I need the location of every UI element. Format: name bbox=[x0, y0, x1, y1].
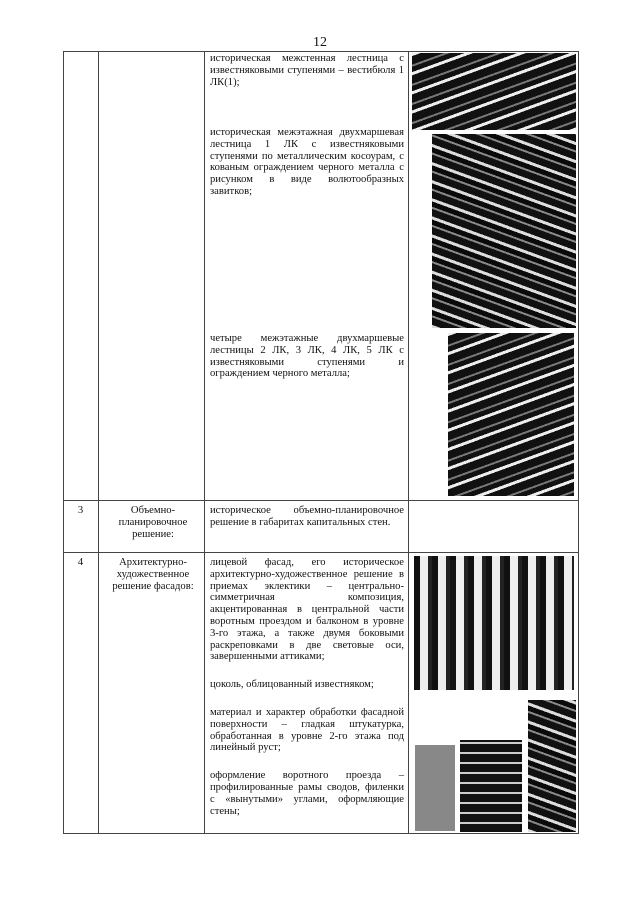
photo-gate-panels bbox=[460, 740, 522, 832]
cell-text: материал и характер обработки фасадной поверхности – гладкая штукатурка, обработанная в уровне 2-го этажа под линейный руст; bbox=[210, 706, 404, 754]
photo-gate-vault bbox=[528, 700, 576, 832]
photo-main-staircase bbox=[432, 134, 576, 328]
cell-text: лицевой фасад, его историческое архитектурно-художественное решение в приемах эклектики – центрально-симметричная композиция, акцентированная в центральной части воротным проездом и балконом в уровне 3-го этажа, а также двумя боковыми раскреповками в две световые оси, завершенными аттиками; bbox=[210, 557, 404, 663]
cell-text: историческое объемно-планировочное решение в габаритах капитальных стен. bbox=[210, 505, 404, 528]
cell-text: четыре межэтажные двухмаршевые лестницы 2 ЛК, 3 ЛК, 4 ЛК, 5 ЛК с известняковыми ступенями и ограждением черного металла; bbox=[210, 333, 404, 380]
col-divider bbox=[408, 51, 409, 834]
photo-secondary-staircase bbox=[448, 333, 574, 496]
photo-vestibule-staircase bbox=[412, 53, 576, 130]
row-divider bbox=[63, 500, 578, 501]
row-title: Архитектурно-художественное решение фасадов: bbox=[112, 557, 194, 592]
row-number: 4 bbox=[77, 557, 84, 568]
cell-text: оформление воротного проезда – профилированные рамы сводов, филенки с «вынутыми» углами, оформляющие стены; bbox=[210, 770, 404, 817]
photo-main-facade bbox=[414, 556, 574, 690]
cell-text: историческая межэтажная двухмаршевая лестница 1 ЛК с известняковыми ступенями по металлическим косоурам, с кованым ограждением черного металла с рисунком в виде волютообразных завитков; bbox=[210, 127, 404, 197]
col-divider bbox=[98, 51, 99, 834]
row-title: Объемно-планировочное решение: bbox=[118, 505, 188, 540]
row-4-text-cell bbox=[210, 557, 404, 817]
cell-text: цоколь, облицованный известняком; bbox=[210, 679, 374, 691]
col-divider bbox=[578, 51, 579, 834]
table-top-border bbox=[63, 51, 578, 52]
cell-text: историческая межстенная лестница с известняковыми ступенями – вестибюля 1 ЛК(1); bbox=[210, 53, 404, 88]
photo-plinth bbox=[415, 745, 455, 831]
row-divider bbox=[63, 552, 578, 553]
row-number: 3 bbox=[77, 505, 84, 516]
col-divider bbox=[63, 51, 64, 834]
table-bottom-border bbox=[63, 833, 578, 834]
col-divider bbox=[204, 51, 205, 834]
page-number: 12 bbox=[313, 35, 327, 50]
